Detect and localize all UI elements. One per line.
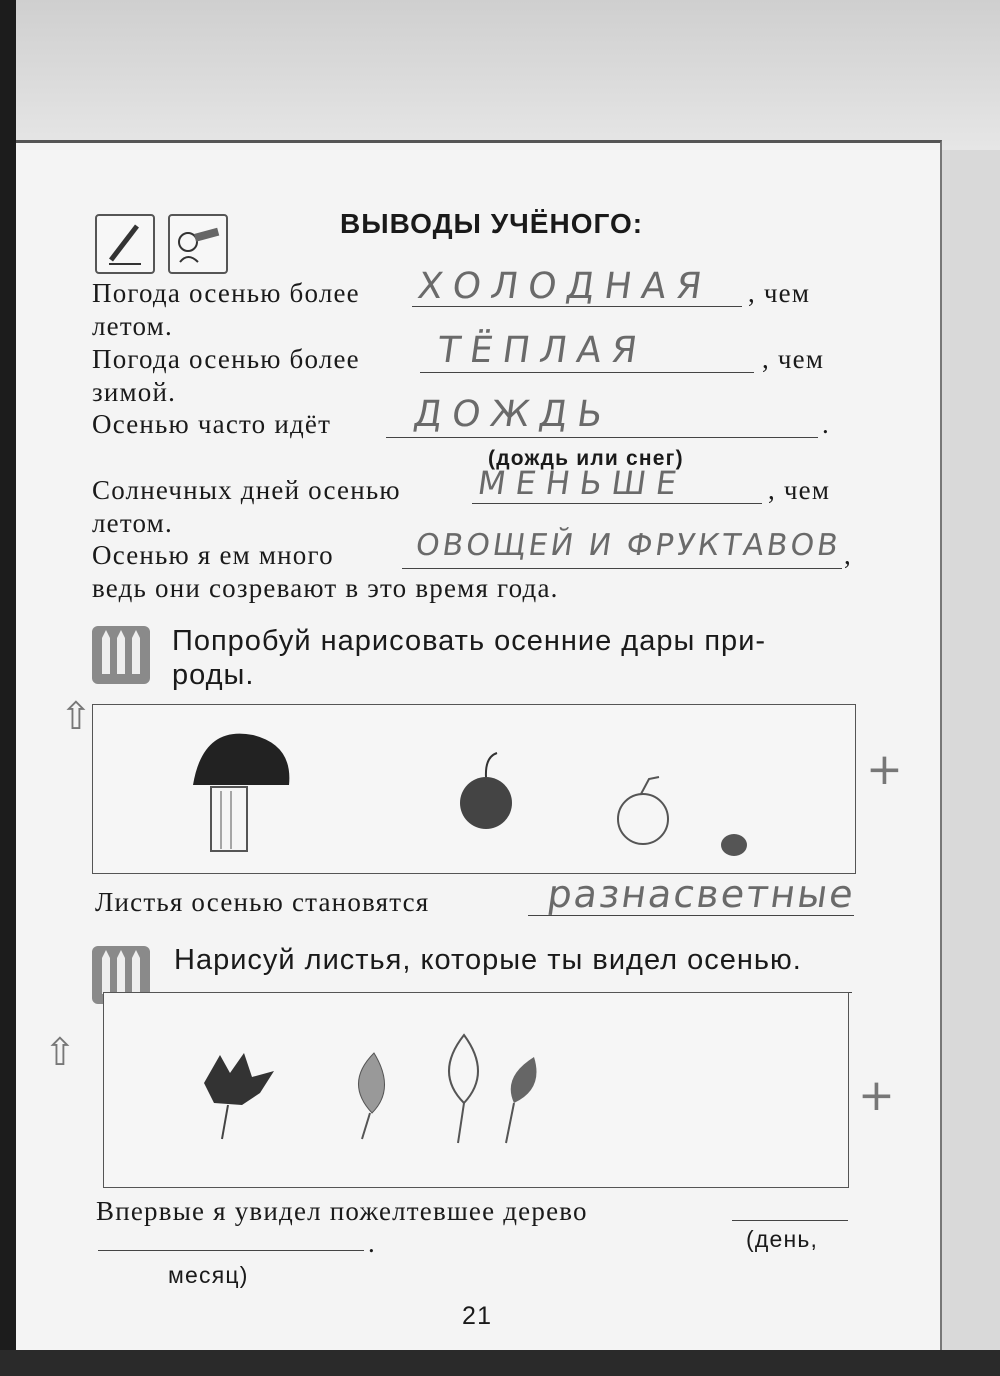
sentence-2-start: Погода осенью более (92, 344, 360, 374)
answer-blank-4[interactable] (472, 503, 762, 504)
pencil-icon (95, 214, 155, 274)
book-spine (0, 0, 16, 1376)
drawing-area-1[interactable] (92, 704, 856, 874)
sentence-1-cont: летом. (92, 311, 173, 341)
task-2-text: Нарисуй листья, которые ты видел осенью. (174, 944, 802, 976)
hint-month: месяц) (168, 1262, 249, 1288)
sentence-2-cont: зимой. (92, 377, 177, 407)
sentence-3-end: . (822, 409, 830, 439)
teacher-plus-mark-1: + (866, 744, 903, 795)
hint-day: (день, (746, 1226, 819, 1252)
sentence-4-cont: летом. (92, 508, 173, 538)
task-1-text: Попробуй нарисовать осенние дары при- (172, 625, 767, 657)
leaves-sentence: Листья осенью становятся (95, 887, 430, 917)
sentence-5-end: , (844, 540, 852, 570)
margin-arrow-up-icon: ⇧ (60, 694, 92, 738)
leaf-drawing-3 (449, 1035, 478, 1143)
handwritten-answer-3: ДОЖДЬ (411, 394, 615, 435)
tree-sentence-period: . (368, 1228, 376, 1258)
colored-pencils-icon (92, 626, 150, 684)
handwritten-answer-6: разнасветные (544, 872, 858, 916)
page-title: ВЫВОДЫ УЧЁНОГО: (340, 208, 644, 239)
answer-blank-8[interactable] (98, 1250, 364, 1251)
sentence-2-end: , чем (762, 344, 825, 374)
sentence-4-end: , чем (768, 475, 831, 505)
sentence-1-end: , чем (748, 278, 811, 308)
telescope-icon (168, 214, 228, 274)
answer-blank-3[interactable] (386, 437, 818, 438)
hint-rain-or-snow: (дождь или снег) (488, 447, 684, 470)
scan-bottom-edge (0, 1350, 1000, 1376)
task-1-text-cont: роды. (172, 659, 255, 691)
maple-leaf-drawing (204, 1053, 274, 1139)
mushroom-drawing (193, 734, 289, 851)
child-drawing-leaves (104, 993, 848, 1187)
drawing-area-2[interactable] (103, 992, 849, 1188)
sentence-1-start: Погода осенью более (92, 278, 360, 308)
orange-drawing (618, 777, 668, 844)
tree-sentence: Впервые я увидел пожелтевшее дерево (96, 1196, 588, 1226)
answer-blank-7[interactable] (732, 1220, 848, 1221)
sentence-3-start: Осенью часто идёт (92, 409, 332, 439)
answer-blank-5[interactable] (402, 568, 842, 569)
handwritten-answer-2: ТЁПЛАЯ (435, 330, 650, 371)
handwritten-answer-5: ОВОЩЕЙ И ФРУКТАВОВ (413, 528, 844, 563)
handwritten-answer-4: МЕНЬШЕ (475, 464, 689, 502)
answer-blank-2[interactable] (420, 372, 754, 373)
sentence-5-start: Осенью я ем много (92, 540, 334, 570)
page-number: 21 (462, 1302, 493, 1330)
teacher-plus-mark-2: + (858, 1070, 895, 1121)
scan-background (0, 0, 1000, 150)
child-drawing-gifts (93, 705, 855, 873)
handwritten-answer-1: ХОЛОДНАЯ (415, 266, 715, 307)
sentence-5-cont: ведь они созревают в это время года. (92, 573, 559, 603)
leaf-drawing-4 (506, 1057, 537, 1143)
apple-drawing (460, 753, 512, 829)
leaf-drawing-2 (358, 1053, 384, 1139)
margin-arrow-up-icon-2: ⇧ (44, 1030, 76, 1074)
sentence-4-start: Солнечных дней осенью (92, 475, 401, 505)
nut-drawing (721, 834, 747, 856)
